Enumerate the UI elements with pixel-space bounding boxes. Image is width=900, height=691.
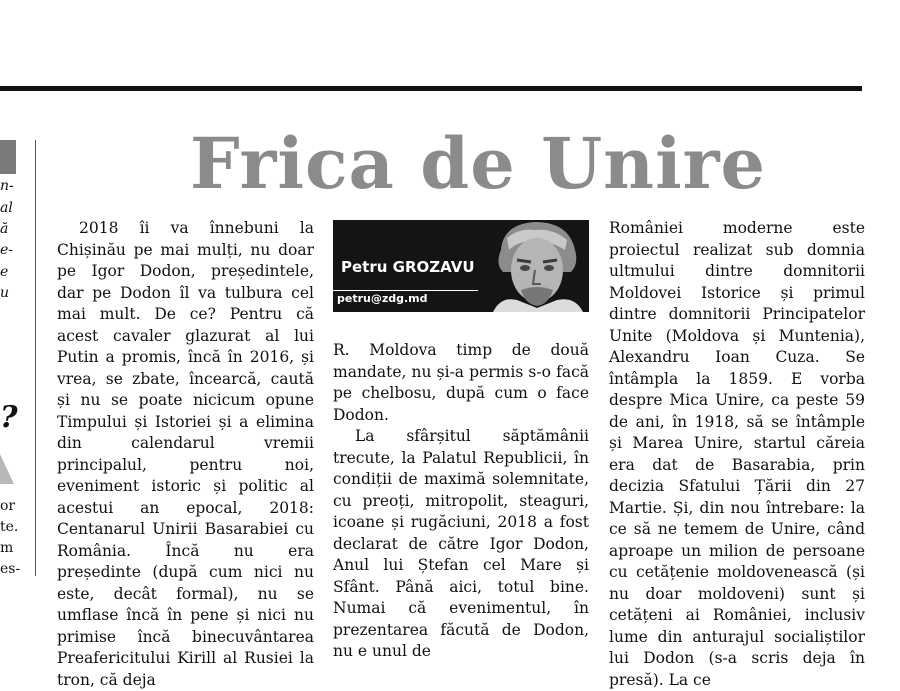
left-edge-text: m xyxy=(0,540,14,556)
left-edge-text: u xyxy=(0,285,10,301)
author-portrait-image xyxy=(483,220,589,312)
left-edge-text: es- xyxy=(0,561,21,577)
article-column-3 xyxy=(609,218,865,691)
author-name: Petru GROZAVU xyxy=(341,258,475,276)
column-divider xyxy=(35,140,36,576)
left-edge-text: ă xyxy=(0,221,9,237)
left-edge-text: n- xyxy=(0,178,14,194)
left-edge-text: e- xyxy=(0,242,14,258)
top-rule xyxy=(0,86,862,91)
left-edge-text: te. xyxy=(0,519,19,535)
paragraph: R. Moldova timp de două mandate, nu și-a permis s-o facă pe chelbosu, după cum o face Dodon. xyxy=(333,341,589,424)
paragraph: României moderne este proiectul realizat sub domnia ultmului dintre domnitorii Moldovei Istorice și primul dintre domnitorii Principatelor Unite (Moldova și Muntenia), Alexandru Ioan Cuza. Se întâmpla la 1859. E vorba despre Mica Unire, ca peste 59 de ani, în 1918, să se întâmple și Marea Unire, startul căreia era dat de Basarabia, prin decizia Sfatului Țării din 27 Martie. Și, din nou întrebare: la ce să ne temem de Unire, când aproape un milion de persoane cu cetățenie moldovenească (și nu doar moldoveni) sunt și cetățeni ai României, inclusiv lume din anturajul socialiștilor lui Dodon (s-a scris deja în presă). La ce xyxy=(609,219,865,689)
paragraph: La sfârșitul săptămânii trecute, la Palatul Republicii, în condiții de maximă solemnitate, cu preoți, mitropolit, steaguri, icoane și rugăciuni, 2018 a fost declarat de către Igor Dodon, Anul lui Ștefan cel Mare și Sfânt. Până aici, totul bine. Numai că evenimentul, în prezentarea făcută de Dodon, nu e unul de xyxy=(333,427,589,660)
author-byline-box xyxy=(333,220,589,312)
article-headline: Frica de Unire xyxy=(190,122,767,205)
article-column-1 xyxy=(57,218,314,691)
left-edge-text: al xyxy=(0,200,13,216)
paragraph: 2018 îi va înnebuni la Chișinău pe mai mulți, nu doar pe Igor Dodon, președintele, dar pe Dodon îl va tulbura cel mai mult. De ce? Pentru că acest cavaler glazurat al lui Putin a promis, încă în 2016, și vrea, se zbate, încearcă, caută și nu se poate nicicum opune Timpului și Istoriei și a elimina din calendarul vremii principalul, pentru noi, eveniment istoric și politic al acestui an epocal, 2018: Centanarul Unirii Basarabiei cu România. Încă nu era președinte (după cum nici nu este, decât formal), nu se umflase încă în pene și nici nu primise încă binecuvântarea Preafericitului Kirill al Rusiei la tron, că deja xyxy=(57,219,314,689)
left-edge-question-mark: ? xyxy=(0,400,18,435)
article-column-2 xyxy=(333,340,589,663)
author-email: petru@zdg.md xyxy=(337,292,428,305)
left-edge-graphic xyxy=(0,454,14,484)
left-column-block xyxy=(0,140,16,174)
left-edge-text: or xyxy=(0,498,16,514)
left-edge-text: e xyxy=(0,264,9,280)
